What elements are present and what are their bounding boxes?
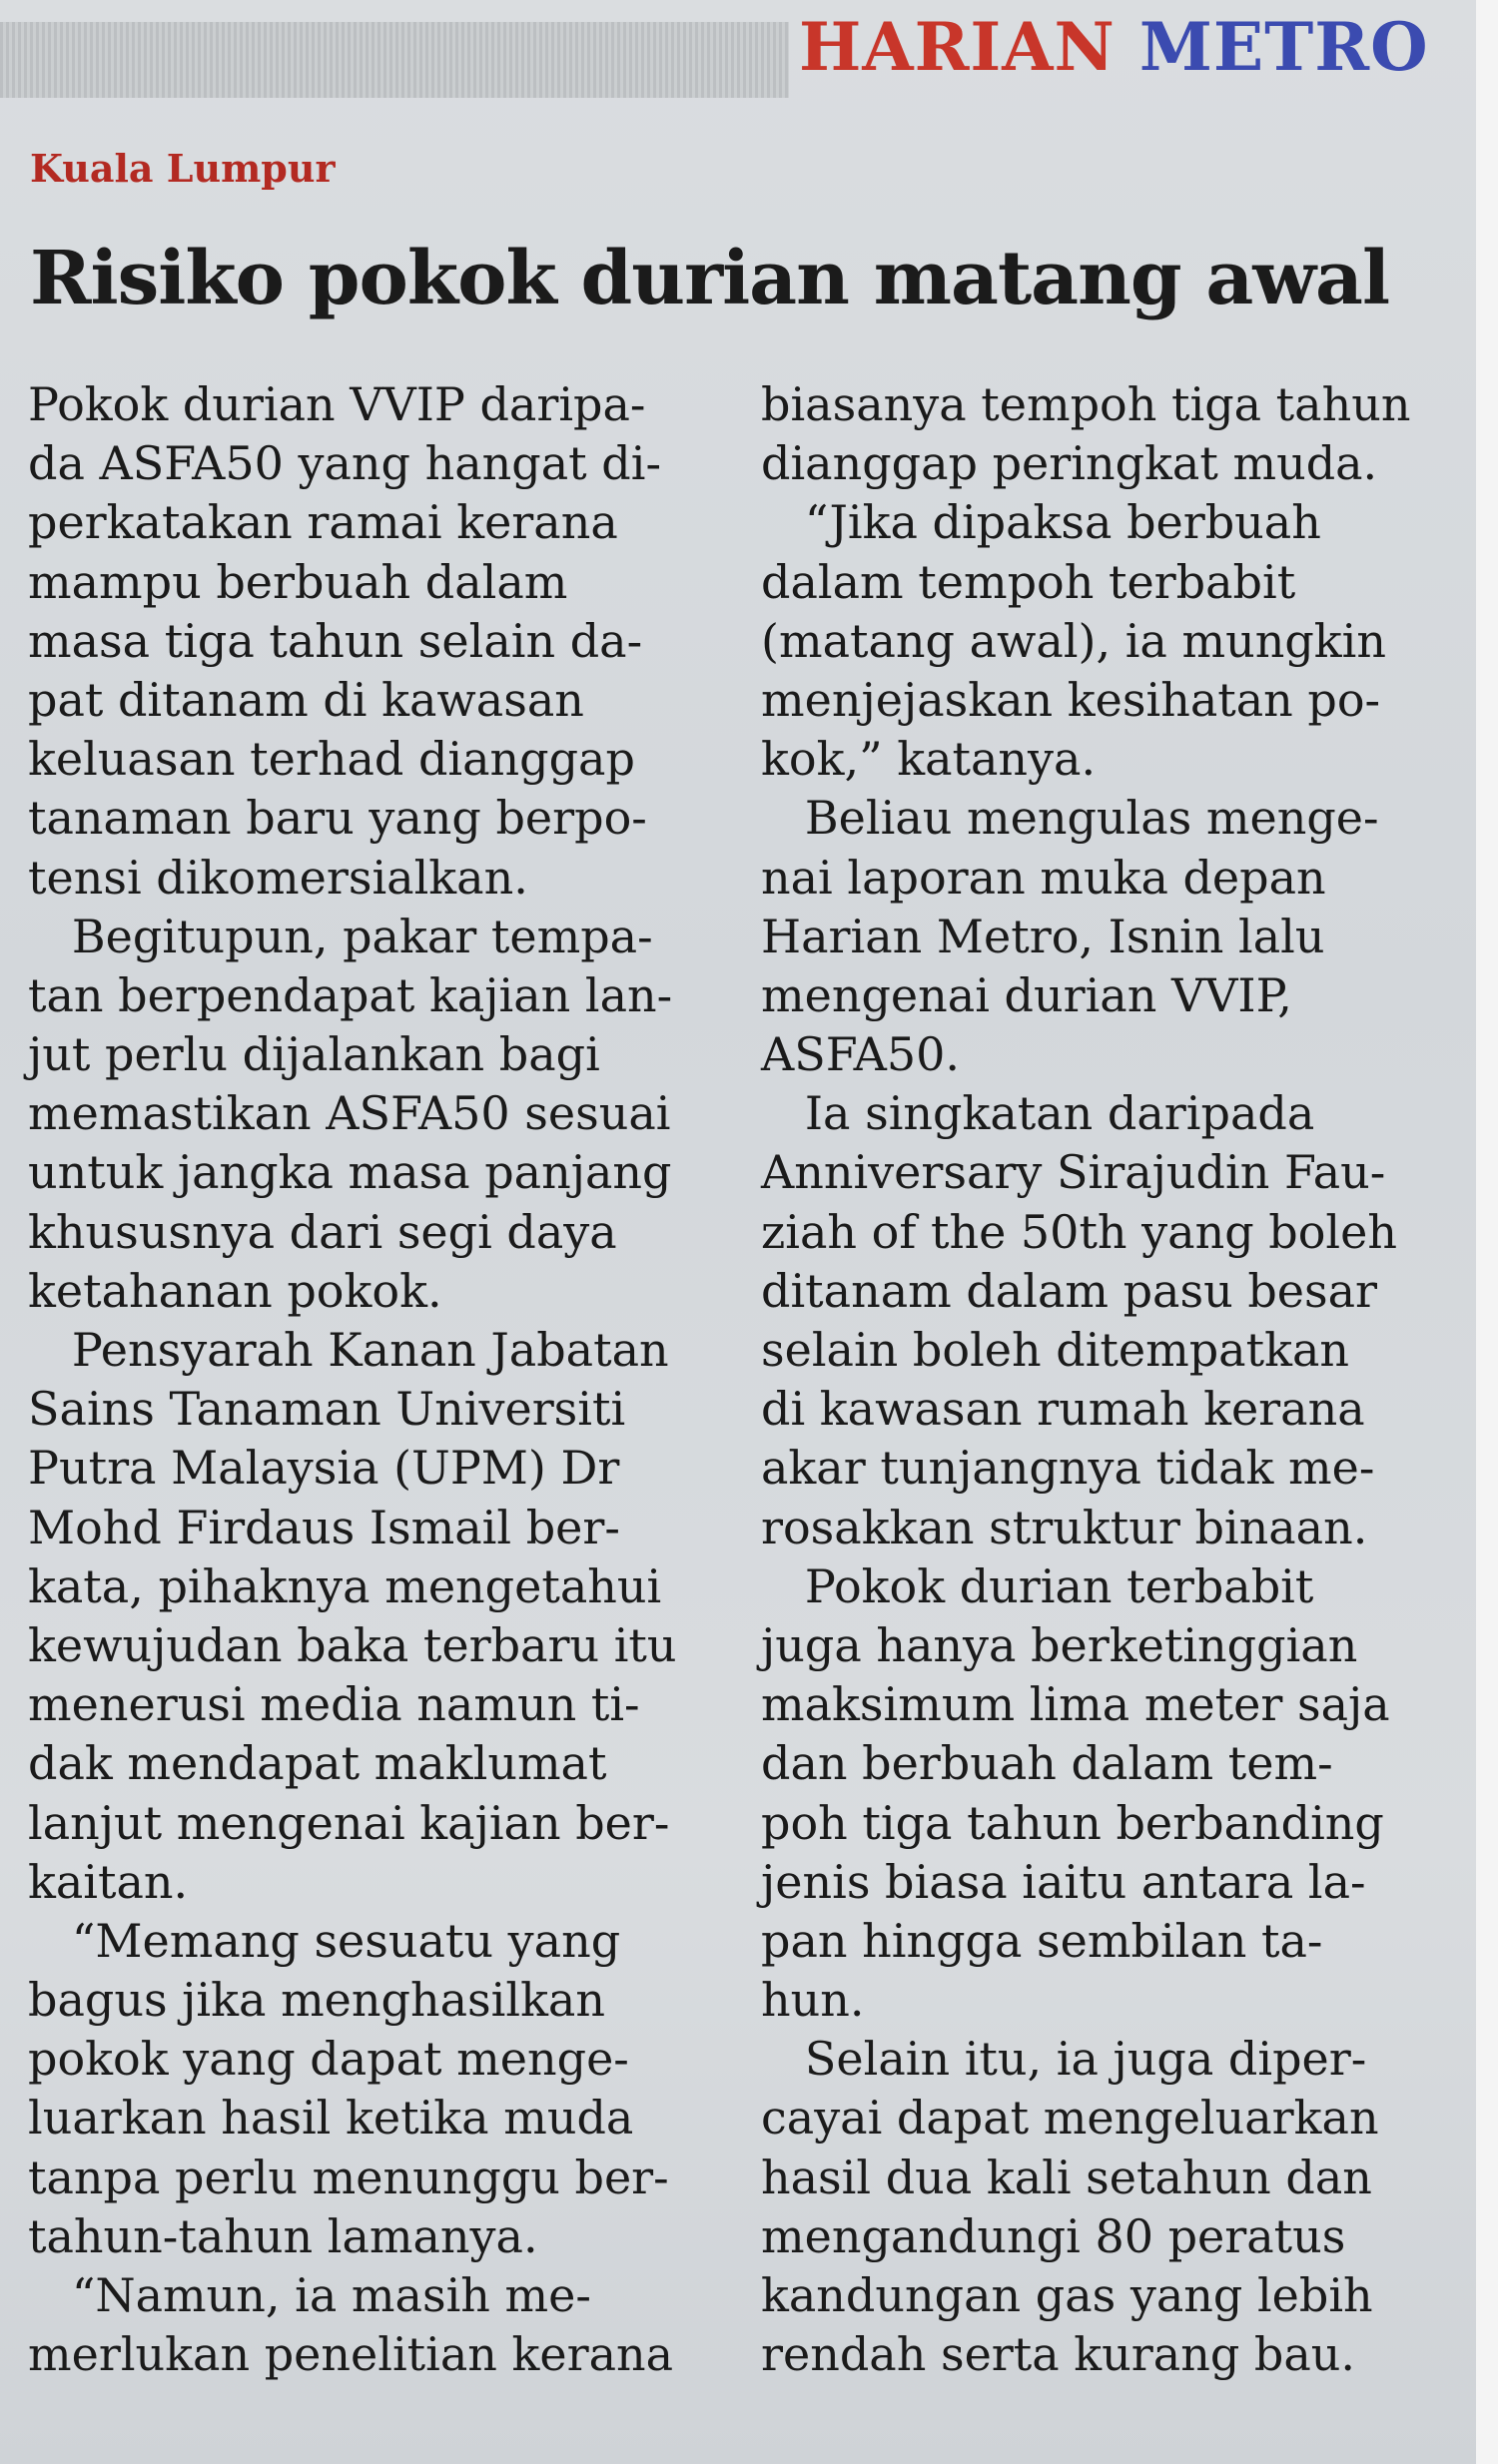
text-line: tahun-tahun lamanya.: [28, 2208, 538, 2263]
text-line: “Memang sesuatu yang: [28, 1913, 621, 1968]
text-line: pokok yang dapat menge-: [28, 2032, 629, 2087]
text-line: cayai dapat mengeluarkan: [761, 2091, 1379, 2146]
text-line: dak mendapat maklumat: [28, 1736, 607, 1791]
text-line: poh tiga tahun berbanding: [761, 1795, 1384, 1850]
text-line: Putra Malaysia (UPM) Dr: [28, 1441, 620, 1496]
article-headline: Risiko pokok durian matang awal: [30, 236, 1390, 321]
text-line: ziah of the 50th yang boleh: [761, 1204, 1397, 1259]
text-line: Selain itu, ia juga diper-: [761, 2032, 1367, 2087]
text-line: kewujudan baka terbaru itu: [28, 1617, 677, 1672]
text-line: untuk jangka masa panjang: [28, 1145, 672, 1200]
text-line: lanjut mengenai kajian ber-: [28, 1795, 670, 1850]
text-line: perkatakan ramai kerana: [28, 495, 618, 550]
text-line: pan hingga sembilan ta-: [761, 1913, 1323, 1968]
text-line: “Namun, ia masih me-: [28, 2268, 591, 2322]
text-line: kaitan.: [28, 1854, 189, 1909]
text-line: Ia singkatan daripada: [761, 1086, 1315, 1141]
text-line: hun.: [761, 1973, 865, 2028]
text-line: ditanam dalam pasu besar: [761, 1263, 1378, 1318]
text-line: keluasan terhad dianggap: [28, 732, 635, 787]
masthead-word-1: HARIAN: [799, 8, 1116, 86]
article-column-right: [761, 375, 1460, 2384]
text-line: masa tiga tahun selain da-: [28, 613, 643, 668]
text-line: dalam tempoh terbabit: [761, 554, 1296, 609]
masthead-rule: [0, 22, 789, 98]
publication-masthead: [799, 8, 1429, 86]
text-line: menerusi media namun ti-: [28, 1677, 640, 1732]
page-edge: [1476, 0, 1498, 2464]
text-line: Pokok durian terbabit: [761, 1558, 1314, 1613]
text-line: “Jika dipaksa berbuah: [761, 495, 1321, 550]
text-line: da ASFA50 yang hangat di-: [28, 436, 661, 491]
text-line: hasil dua kali setahun dan: [761, 2150, 1372, 2204]
text-line: merlukan penelitian kerana: [28, 2327, 674, 2382]
masthead-word-2: METRO: [1138, 8, 1429, 86]
text-line: juga hanya berketinggian: [761, 1617, 1358, 1672]
text-line: Pokok durian VVIP daripa-: [28, 377, 646, 431]
text-line: biasanya tempoh tiga tahun: [761, 377, 1411, 431]
text-line: Begitupun, pakar tempa-: [28, 909, 653, 963]
text-line: mampu berbuah dalam: [28, 554, 568, 609]
text-line: dianggap peringkat muda.: [761, 436, 1378, 491]
text-line: dan berbuah dalam tem-: [761, 1736, 1333, 1791]
text-line: Mohd Firdaus Ismail ber-: [28, 1500, 620, 1554]
text-line: jenis biasa iaitu antara la-: [761, 1854, 1366, 1909]
text-line: kata, pihaknya mengetahui: [28, 1558, 662, 1613]
text-line: rosakkan struktur binaan.: [761, 1500, 1368, 1554]
text-line: Pensyarah Kanan Jabatan: [28, 1323, 669, 1377]
text-line: selain boleh ditempatkan: [761, 1323, 1350, 1377]
dateline: Kuala Lumpur: [30, 146, 336, 191]
text-line: jut perlu dijalankan bagi: [28, 1027, 600, 1082]
text-line: tanaman baru yang berpo-: [28, 791, 647, 846]
text-line: menjejaskan kesihatan po-: [761, 672, 1381, 727]
text-line: Anniversary Sirajudin Fau-: [761, 1145, 1386, 1200]
text-line: Sains Tanaman Universiti: [28, 1382, 626, 1437]
text-line: khususnya dari segi daya: [28, 1204, 617, 1259]
text-line: maksimum lima meter saja: [761, 1677, 1390, 1732]
text-line: mengandungi 80 peratus: [761, 2208, 1346, 2263]
text-line: kok,” katanya.: [761, 732, 1097, 787]
text-line: tan berpendapat kajian lan-: [28, 967, 673, 1022]
text-line: rendah serta kurang bau.: [761, 2327, 1356, 2382]
text-line: ketahanan pokok.: [28, 1263, 442, 1318]
text-line: akar tunjangnya tidak me-: [761, 1441, 1375, 1496]
text-line: tensi dikomersialkan.: [28, 850, 528, 905]
article-column-left: [28, 375, 717, 2384]
text-line: tanpa perlu menunggu ber-: [28, 2150, 669, 2204]
text-line: memastikan ASFA50 sesuai: [28, 1086, 671, 1141]
text-line: mengenai durian VVIP,: [761, 967, 1292, 1022]
text-line: nai laporan muka depan: [761, 850, 1326, 905]
text-line: bagus jika menghasilkan: [28, 1973, 605, 2028]
text-line: di kawasan rumah kerana: [761, 1382, 1365, 1437]
text-line: Beliau mengulas menge-: [761, 791, 1379, 846]
text-line: (matang awal), ia mungkin: [761, 613, 1387, 668]
text-line: pat ditanam di kawasan: [28, 672, 584, 727]
text-line: kandungan gas yang lebih: [761, 2268, 1373, 2322]
text-line: Harian Metro, Isnin lalu: [761, 909, 1325, 963]
text-line: ASFA50.: [761, 1027, 961, 1082]
text-line: luarkan hasil ketika muda: [28, 2091, 634, 2146]
